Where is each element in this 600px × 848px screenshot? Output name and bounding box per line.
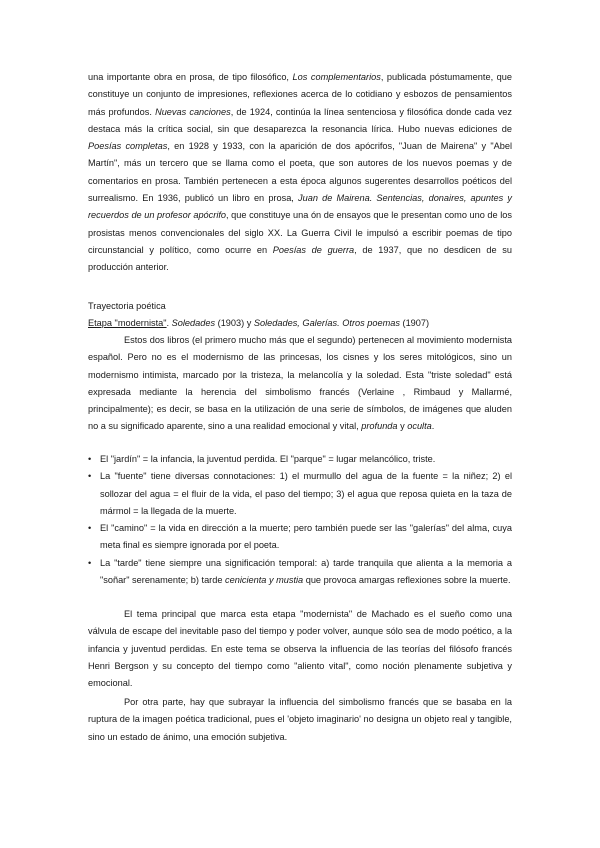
text-run: y (397, 421, 408, 432)
list-item: • La "fuente" tiene diversas connotaciones: 1) el murmullo del agua de la fuente = la niñez; 2) el sollozar del agua = el fluir de la vida, el paso del tiempo; 3) el agua que reposa quieta en la taza de mármol = la llegada de la muerte. (88, 468, 512, 520)
emphasis-oculta: oculta (407, 421, 432, 432)
list-item: • El "camino" = la vida en dirección a la muerte; pero también puede ser las "galerías" del alma, cuya meta final es siempre ignorada por el poeta. (88, 520, 512, 555)
title-juan-de-mairena: Juan de Mairena. Sentencias, donaires, apuntes y recuerdos de un profesor apócrifo (88, 193, 512, 221)
list-item (88, 555, 512, 590)
text-run: , publicada póstumamente, que constituye un conjunto de impresiones, reflexiones acerca de lo cotidiano y esbozos de pensamientos más profundos. (88, 72, 512, 117)
text-run: una importante obra en prosa, de tipo filosófico, (88, 72, 293, 82)
text-run: , de 1937, que no desdicen de su producción anterior. (88, 244, 512, 273)
paragraph-works (88, 69, 512, 277)
title-poesias-completas: Poesías completas (88, 141, 168, 152)
text-run: Estos dos libros (el primero mucho más que el segundo) pertenecen al movimiento modernista español. Pero no es el modernismo de las princesas, los cisnes y los seres mitológicos, sino un modernismo intimista, marcado por la tristeza, la melancolía y la soledad. Esta "triste soledad" está expresada mediante la herencia del simbolismo francés (Verlaine , Rimbaud y Mallarmé, principalmente); es decir, se basa en la utilización de una serie de símbolos, de imágenes que aluden no a su significado aparente, sino a una realidad emocional y vital, (88, 335, 512, 432)
text-run: , en 1928 y 1933, con la aparición de dos apócrifos, "Juan de Mairena" y "Abel Martín", más un tercero que se llama como el poeta, que son autores de los nuevos poemas y de comentarios en prosa. También pertenecen a esta época algunos sugerentes desarrollos poéticos del surrealismo. En 1936, publicó un libro en prosa, (88, 141, 512, 204)
symbols-list (88, 451, 512, 589)
emphasis-profunda: profunda (361, 421, 398, 432)
text-run: , de 1924, continúa la línea sentenciosa y filosófica donde cada vez destaca más la crítica social, sin que desaparezca la resonancia lírica. Hubo nuevas ediciones de (88, 106, 512, 134)
stage-label: Etapa "modernista" (88, 318, 167, 328)
title-poesias-de-guerra: Poesías de guerra (272, 244, 355, 255)
title-soledades: Soledades (171, 318, 216, 328)
paragraph-symbolism: Por otra parte, hay que subrayar la influencia del simbolismo francés que se basaba en la ruptura de la imagen poética tradicional, pues el 'objeto imaginario' no designa un objeto real y tangible, sino un estado de ánimo, una emoción subjetiva. (88, 697, 512, 742)
title-los-complementarios: Los complementarios (292, 72, 381, 82)
text-run: que provoca amargas reflexiones sobre la muerte. (303, 575, 511, 586)
text-run: . (166, 318, 172, 328)
text-run: (1903) y (215, 318, 254, 328)
title-nuevas-canciones: Nuevas canciones (155, 106, 231, 117)
text-run: , que constituye una ón de ensayos que le presentan como uno de los prosistas menos convencionales del siglo XX. La Guerra Civil le impulsó a escribir poemas de tipo circunstancial y político, como ocurre en (88, 210, 512, 255)
text-run: La "tarde" tiene siempre una significación temporal: a) tarde tranquila que alienta a la memoria a "soñar" serenamente; b) tarde (100, 557, 512, 586)
emphasis-cenicienta: cenicienta y mustia (225, 575, 304, 586)
text-run: . (431, 421, 435, 432)
stage-heading (88, 315, 429, 332)
paragraph-theme: El tema principal que marca esta etapa "modernista" de Machado es el sueño como una válvula de escape del inevitable paso del tiempo y poder volver, aunque sólo sea de modo poético, a la infancia y juventud perdidas. En este tema se observa la influencia de las teorías del filósofo francés Henri Bergson y su concepto del tiempo como "aliento vital", como noción plenamente subjetiva y emocional. (88, 609, 512, 689)
section-heading: Trayectoria poética (88, 301, 166, 311)
list-item: • El "jardín" = la infancia, la juventud perdida. El "parque" = lugar melancólico, triste. (88, 451, 512, 468)
paragraph-modernism (88, 332, 512, 436)
title-soledades-galerias: Soledades, Galerías. Otros poemas (253, 318, 400, 328)
text-run: (1907) (399, 318, 430, 328)
